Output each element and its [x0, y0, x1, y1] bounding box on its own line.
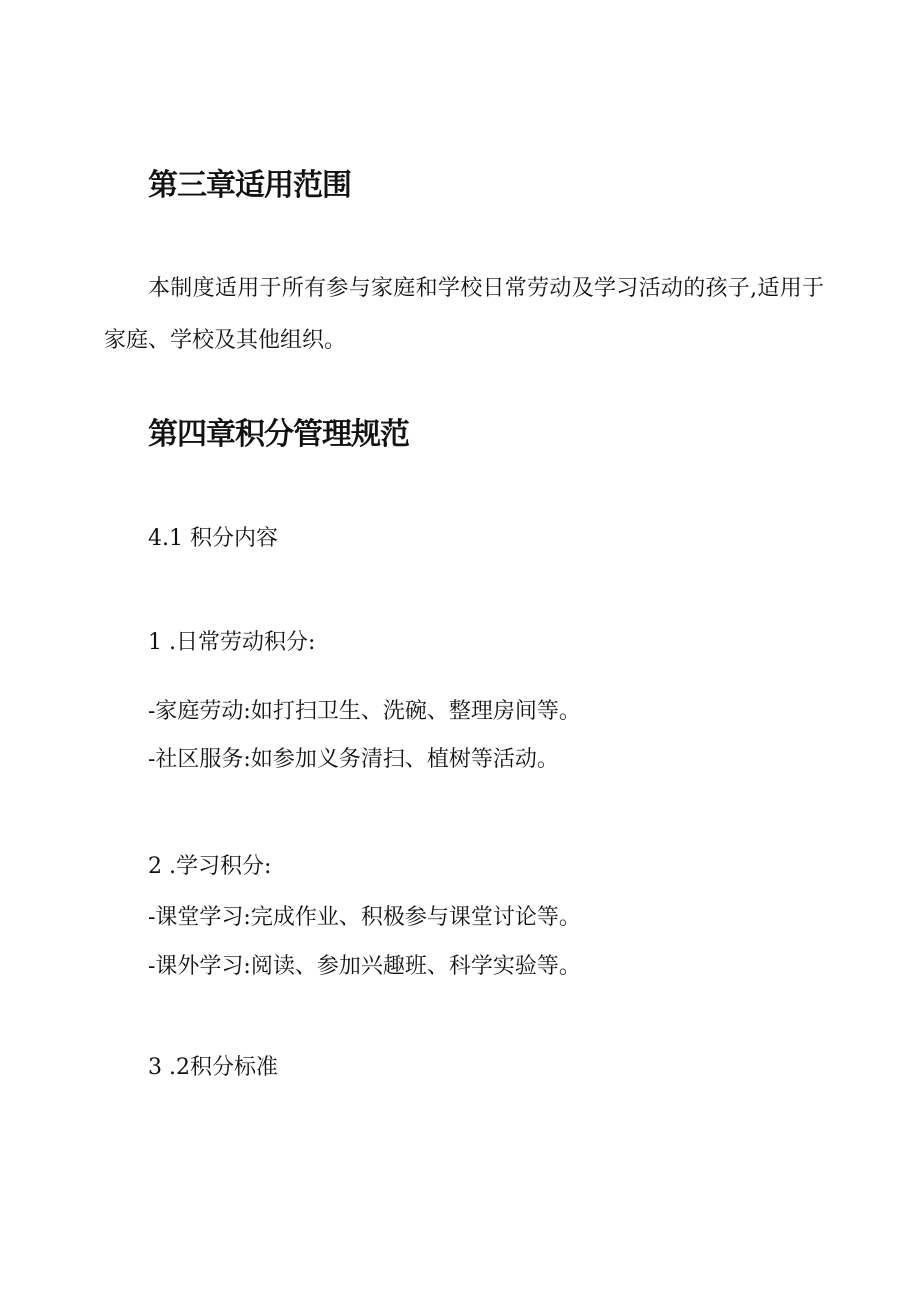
item3-title: 3 .2积分标准 — [148, 1055, 278, 1080]
chapter3-paragraph: 本制度适用于所有参与家庭和学校日常劳动及学习活动的孩子,适用于家庭、学校及其他组织。 — [104, 276, 824, 353]
chapter3-heading: 第三章适用范围 — [148, 168, 351, 203]
item2-bullet-extracurricular: -课外学习:阅读、参加兴趣班、科学实验等。 — [148, 954, 581, 979]
section-4-1-heading: 4.1 积分内容 — [148, 526, 278, 551]
item1-bullet-community: -社区服务:如参加义务清扫、植树等活动。 — [148, 747, 559, 772]
item2-bullet-classroom: -课堂学习:完成作业、积极参与课堂讨论等。 — [148, 905, 581, 930]
item1-bullet-household: -家庭劳动:如打扫卫生、洗碗、整理房间等。 — [148, 699, 581, 724]
item1-title: 1 .日常劳动积分: — [148, 630, 316, 655]
item2-title: 2 .学习积分: — [148, 854, 272, 879]
chapter4-heading: 第四章积分管理规范 — [148, 417, 409, 452]
